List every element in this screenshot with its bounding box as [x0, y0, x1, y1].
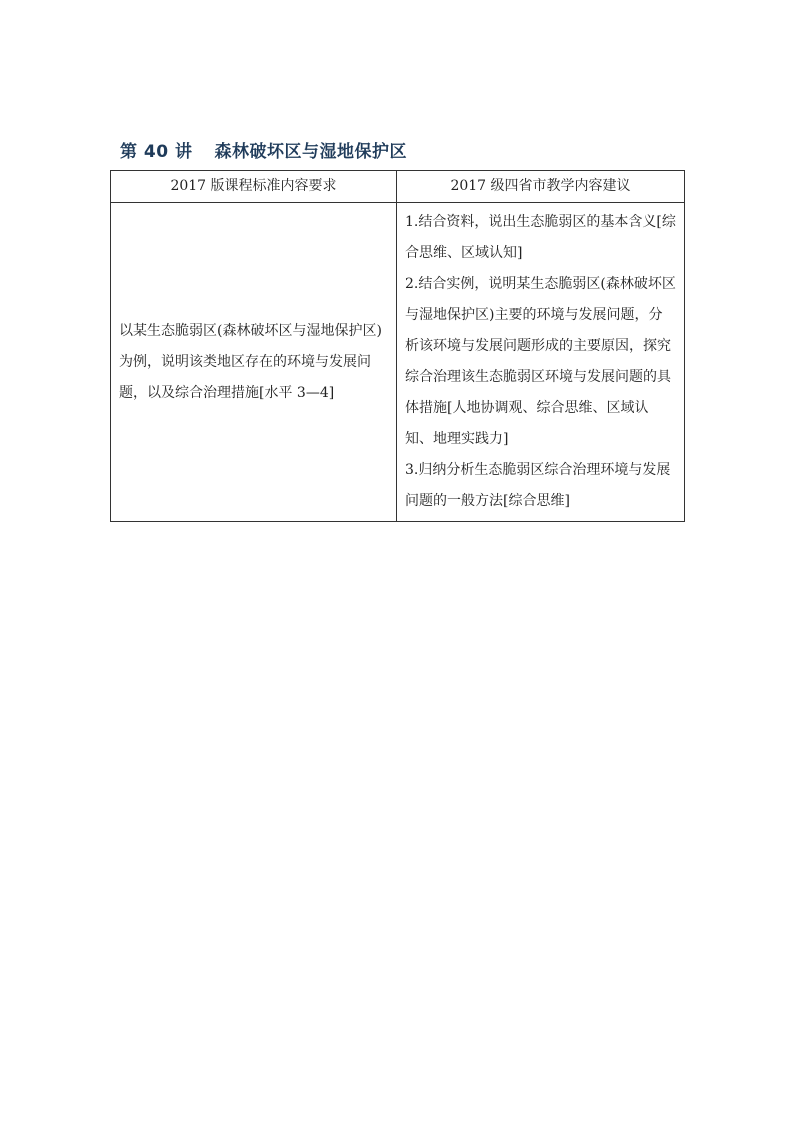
suggestion-item-1: 1.结合资料，说出生态脆弱区的基本含义[综合思维、区域认知]	[405, 214, 676, 261]
curriculum-table	[110, 170, 685, 522]
lesson-title	[120, 137, 407, 162]
lesson-topic: 森林破坏区与湿地保护区	[214, 142, 407, 162]
table-row	[111, 203, 685, 522]
table-header-row	[111, 171, 685, 203]
suggestion-item-2: 2.结合实例，说明某生态脆弱区(森林破坏区与湿地保护区)主要的环境与发展问题，分析该环境与发展问题形成的主要原因，探究综合治理该生态脆弱区环境与发展问题的具体措施[人地协调观、综合思维、区域认知、地理实践力]	[405, 276, 676, 447]
suggestions-cell	[397, 203, 685, 522]
header-curriculum-standard: 2017 版课程标准内容要求	[111, 171, 397, 203]
requirement-cell: 以某生态脆弱区(森林破坏区与湿地保护区)为例，说明该类地区存在的环境与发展问题，以及综合治理措施[水平 3—4]	[111, 203, 397, 522]
header-teaching-suggestion: 2017 级四省市教学内容建议	[397, 171, 685, 203]
suggestion-item-3: 3.归纳分析生态脆弱区综合治理环境与发展问题的一般方法[综合思维]	[405, 462, 671, 509]
lesson-number: 第 40 讲	[120, 142, 193, 162]
